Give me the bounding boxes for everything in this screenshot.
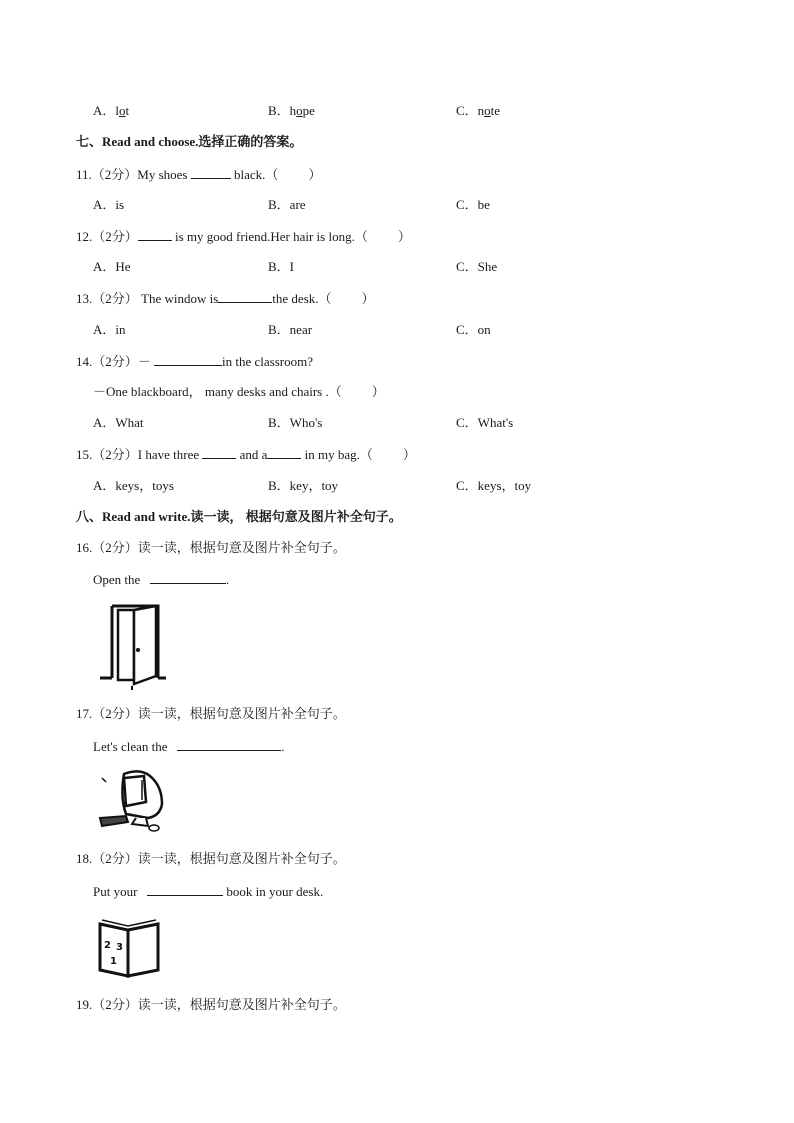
- svg-text:2: 2: [104, 940, 111, 951]
- section-7-title: 七、Read and choose.选择正确的答案。: [76, 134, 303, 149]
- q12-option-b: B．I: [268, 259, 295, 274]
- question-18: 18.（2分）读一读，根据句意及图片补全句子。: [76, 851, 346, 866]
- q13-option-c: C．on: [456, 322, 491, 337]
- computer-icon: [96, 768, 170, 834]
- q15-option-c: C．keys，toy: [456, 478, 532, 493]
- question-16: 16.（2分）读一读，根据句意及图片补全句子。: [76, 540, 346, 555]
- q12-option-c: C．She: [456, 259, 498, 274]
- question-17: 17.（2分）读一读，根据句意及图片补全句子。: [76, 706, 346, 721]
- q11-option-b: B．are: [268, 197, 306, 212]
- door-icon: [98, 600, 168, 690]
- q14-option-b: B．Who's: [268, 415, 323, 430]
- question-12: 12.（2分） is my good friend.Her hair is long.（ ）: [76, 229, 411, 244]
- q10-option-a: A．lot: [93, 103, 130, 118]
- question-18-sentence: Put your book in your desk.: [93, 884, 324, 899]
- question-13: 13.（2分） The window is the desk.（ ）: [76, 291, 375, 306]
- book-icon: [96, 914, 166, 980]
- q13-option-a: A．in: [93, 322, 126, 337]
- question-16-sentence: Open the .: [93, 572, 230, 587]
- q11-option-a: A．is: [93, 197, 125, 212]
- question-14: 14.（2分）－ in the classroom?: [76, 354, 314, 369]
- question-15: 15.（2分）I have three and a in my bag.（ ）: [76, 447, 416, 462]
- q14-option-a: A．What: [93, 415, 144, 430]
- section-8-title: 八、Read and write.读一读， 根据句意及图片补全句子。: [76, 509, 402, 524]
- svg-text:1: 1: [110, 956, 117, 967]
- q13-option-b: B．near: [268, 322, 313, 337]
- q10-option-c: C．note: [456, 103, 501, 118]
- question-11: 11.（2分）My shoes black.（ ）: [76, 167, 322, 182]
- q12-option-a: A．He: [93, 259, 131, 274]
- q11-option-c: C．be: [456, 197, 490, 212]
- question-17-sentence: Let's clean the .: [93, 739, 285, 754]
- q15-option-a: A．keys，toys: [93, 478, 174, 493]
- q14-option-c: C．What's: [456, 415, 514, 430]
- svg-text:3: 3: [116, 942, 123, 953]
- question-14-answer-line: －One blackboard， many desks and chairs .（ ）: [93, 384, 385, 399]
- q10-option-b: B．hope: [268, 103, 315, 118]
- question-19: 19.（2分）读一读，根据句意及图片补全句子。: [76, 997, 346, 1012]
- q15-option-b: B．key，toy: [268, 478, 339, 493]
